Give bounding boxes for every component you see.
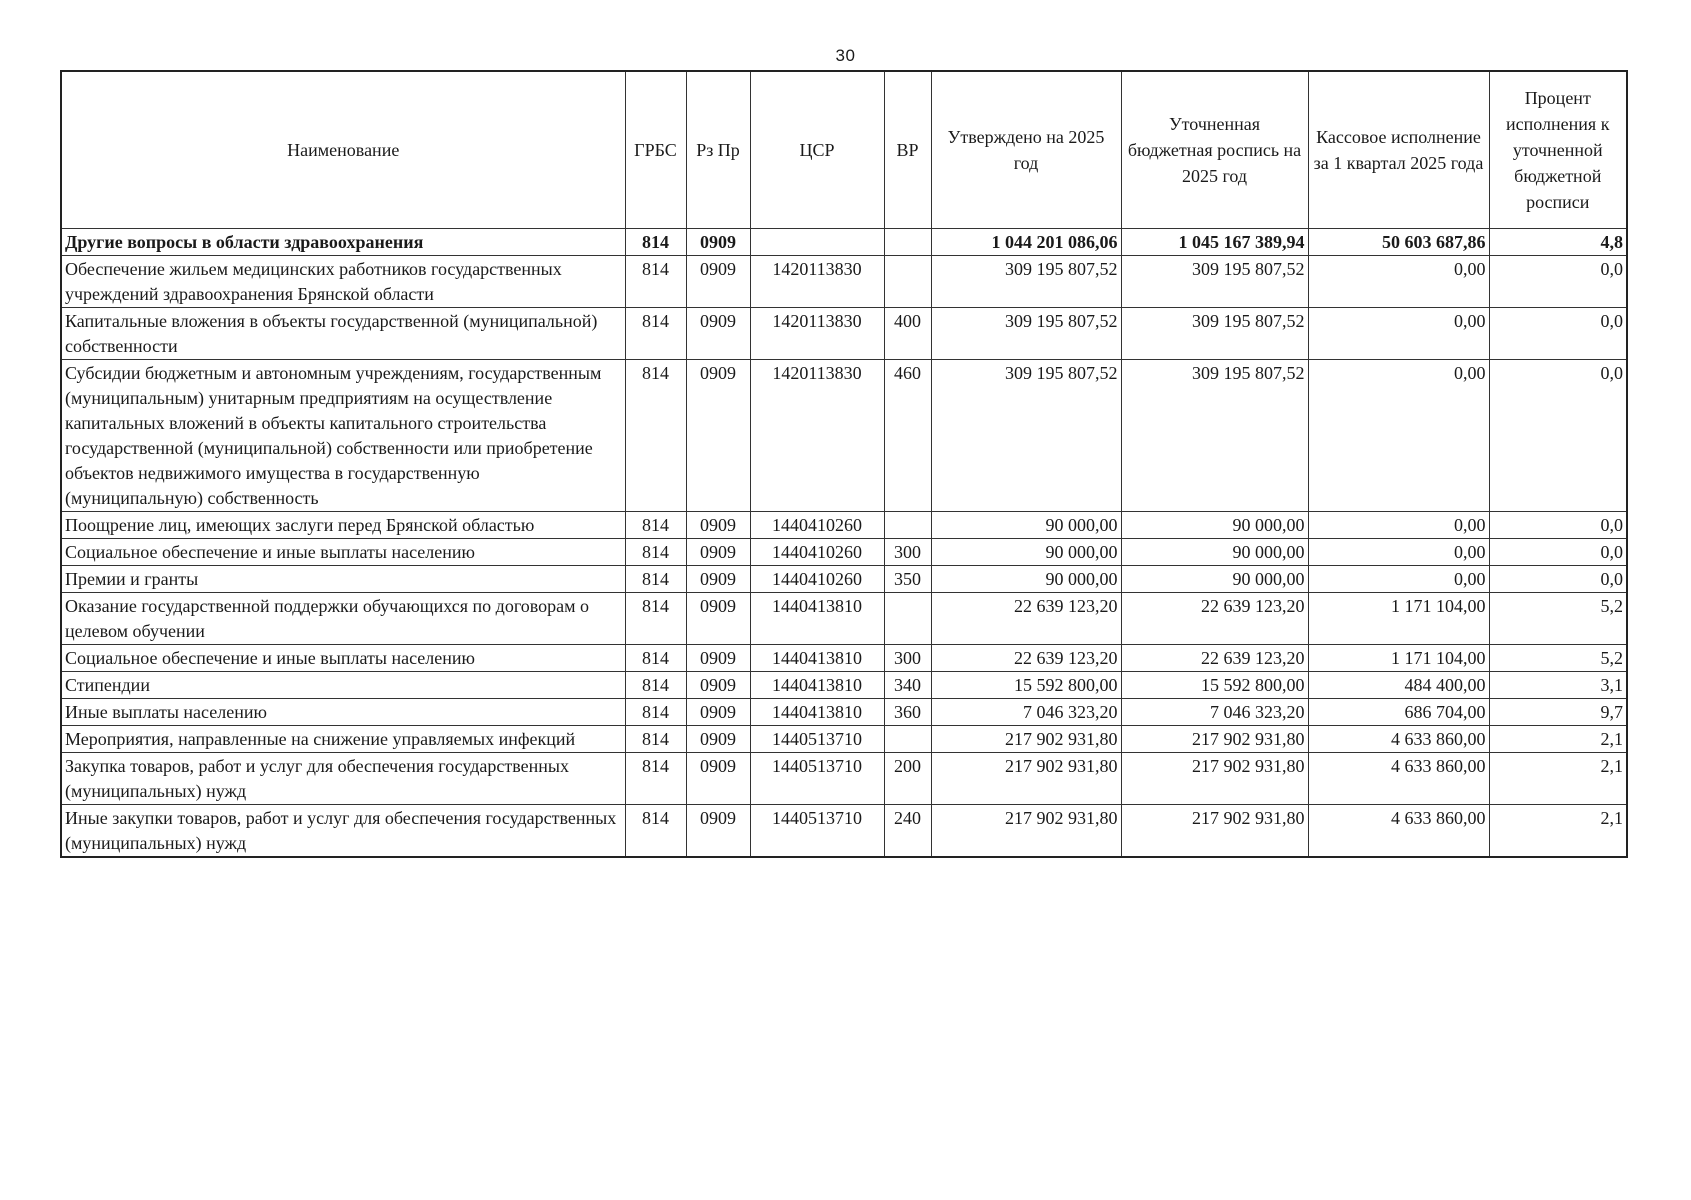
- row-cash: 484 400,00: [1308, 672, 1489, 699]
- header-csr: ЦСР: [750, 71, 884, 229]
- table-row: [61, 512, 1627, 539]
- row-percent: 2,1: [1489, 805, 1627, 858]
- row-name: Субсидии бюджетным и автономным учреждениям, государственным (муниципальным) унитарным предприятиям на осуществление капитальных вложений в объекты капитального строительства государственной (муниципальной) собственности или приобретение объектов недвижимого имущества в государственную (муниципальную) собственность: [61, 360, 625, 512]
- row-percent: 0,0: [1489, 256, 1627, 308]
- row-rzpr: 0909: [686, 360, 750, 512]
- row-percent: 0,0: [1489, 308, 1627, 360]
- row-approved: 217 902 931,80: [931, 726, 1121, 753]
- row-csr: 1440513710: [750, 805, 884, 858]
- row-name: Иные выплаты населению: [61, 699, 625, 726]
- row-vr: 350: [884, 566, 931, 593]
- table-body: [61, 229, 1627, 858]
- row-cash: 0,00: [1308, 512, 1489, 539]
- row-approved: 15 592 800,00: [931, 672, 1121, 699]
- header-row: [61, 71, 1627, 229]
- row-csr: 1420113830: [750, 360, 884, 512]
- row-percent: 5,2: [1489, 645, 1627, 672]
- row-rzpr: 0909: [686, 256, 750, 308]
- row-refined: 217 902 931,80: [1121, 805, 1308, 858]
- row-grbs: 814: [625, 256, 686, 308]
- row-grbs: 814: [625, 753, 686, 805]
- header-percent: Процент исполнения к уточненной бюджетной росписи: [1489, 71, 1627, 229]
- row-rzpr: 0909: [686, 672, 750, 699]
- row-grbs: 814: [625, 699, 686, 726]
- row-refined: 90 000,00: [1121, 566, 1308, 593]
- row-vr: [884, 229, 931, 256]
- row-rzpr: 0909: [686, 753, 750, 805]
- row-vr: [884, 256, 931, 308]
- row-rzpr: 0909: [686, 726, 750, 753]
- row-approved: 7 046 323,20: [931, 699, 1121, 726]
- row-vr: 300: [884, 539, 931, 566]
- row-cash: 1 171 104,00: [1308, 645, 1489, 672]
- row-vr: 240: [884, 805, 931, 858]
- row-refined: 22 639 123,20: [1121, 593, 1308, 645]
- row-name: Социальное обеспечение и иные выплаты населению: [61, 539, 625, 566]
- row-percent: 0,0: [1489, 360, 1627, 512]
- row-name: Иные закупки товаров, работ и услуг для обеспечения государственных (муниципальных) нужд: [61, 805, 625, 858]
- row-cash: 0,00: [1308, 539, 1489, 566]
- row-cash: 686 704,00: [1308, 699, 1489, 726]
- row-cash: 4 633 860,00: [1308, 726, 1489, 753]
- table-row: [61, 805, 1627, 858]
- row-percent: 3,1: [1489, 672, 1627, 699]
- row-name: Стипендии: [61, 672, 625, 699]
- row-rzpr: 0909: [686, 539, 750, 566]
- row-grbs: 814: [625, 805, 686, 858]
- table-row: [61, 566, 1627, 593]
- row-approved: 309 195 807,52: [931, 360, 1121, 512]
- table-row: [61, 753, 1627, 805]
- table-row: [61, 726, 1627, 753]
- row-grbs: 814: [625, 360, 686, 512]
- row-csr: 1440413810: [750, 699, 884, 726]
- row-vr: 460: [884, 360, 931, 512]
- row-name: Капитальные вложения в объекты государственной (муниципальной) собственности: [61, 308, 625, 360]
- table-header: [61, 71, 1627, 229]
- row-grbs: 814: [625, 308, 686, 360]
- row-name: Обеспечение жильем медицинских работников государственных учреждений здравоохранения Брянской области: [61, 256, 625, 308]
- row-name: Мероприятия, направленные на снижение управляемых инфекций: [61, 726, 625, 753]
- table-row: [61, 539, 1627, 566]
- row-csr: 1440410260: [750, 539, 884, 566]
- row-percent: 2,1: [1489, 753, 1627, 805]
- row-approved: 309 195 807,52: [931, 256, 1121, 308]
- table-row: [61, 699, 1627, 726]
- row-rzpr: 0909: [686, 699, 750, 726]
- header-approved: Утверждено на 2025 год: [931, 71, 1121, 229]
- row-name: Оказание государственной поддержки обучающихся по договорам о целевом обучении: [61, 593, 625, 645]
- row-approved: 217 902 931,80: [931, 753, 1121, 805]
- row-refined: 7 046 323,20: [1121, 699, 1308, 726]
- row-percent: 0,0: [1489, 539, 1627, 566]
- row-approved: 90 000,00: [931, 512, 1121, 539]
- row-cash: 4 633 860,00: [1308, 753, 1489, 805]
- row-rzpr: 0909: [686, 805, 750, 858]
- row-name: Поощрение лиц, имеющих заслуги перед Брянской областью: [61, 512, 625, 539]
- row-vr: [884, 593, 931, 645]
- row-refined: 15 592 800,00: [1121, 672, 1308, 699]
- row-rzpr: 0909: [686, 308, 750, 360]
- header-cash: Кассовое исполнение за 1 квартал 2025 года: [1308, 71, 1489, 229]
- row-csr: 1440413810: [750, 593, 884, 645]
- table-row: [61, 229, 1627, 256]
- row-percent: 9,7: [1489, 699, 1627, 726]
- row-csr: 1440410260: [750, 566, 884, 593]
- row-approved: 22 639 123,20: [931, 645, 1121, 672]
- row-vr: 340: [884, 672, 931, 699]
- row-refined: 90 000,00: [1121, 539, 1308, 566]
- row-refined: 309 195 807,52: [1121, 256, 1308, 308]
- row-refined: 309 195 807,52: [1121, 360, 1308, 512]
- row-cash: 1 171 104,00: [1308, 593, 1489, 645]
- row-cash: 0,00: [1308, 256, 1489, 308]
- row-percent: 2,1: [1489, 726, 1627, 753]
- row-csr: 1440413810: [750, 645, 884, 672]
- row-percent: 5,2: [1489, 593, 1627, 645]
- row-cash: 0,00: [1308, 308, 1489, 360]
- row-grbs: 814: [625, 512, 686, 539]
- row-csr: 1440513710: [750, 726, 884, 753]
- row-refined: 90 000,00: [1121, 512, 1308, 539]
- row-grbs: 814: [625, 539, 686, 566]
- row-approved: 217 902 931,80: [931, 805, 1121, 858]
- table-row: [61, 672, 1627, 699]
- header-vr: ВР: [884, 71, 931, 229]
- row-refined: 217 902 931,80: [1121, 753, 1308, 805]
- row-csr: 1440413810: [750, 672, 884, 699]
- header-grbs: ГРБС: [625, 71, 686, 229]
- row-approved: 90 000,00: [931, 566, 1121, 593]
- row-cash: 4 633 860,00: [1308, 805, 1489, 858]
- row-rzpr: 0909: [686, 593, 750, 645]
- row-vr: [884, 726, 931, 753]
- row-approved: 1 044 201 086,06: [931, 229, 1121, 256]
- budget-table: [60, 70, 1628, 858]
- row-csr: 1420113830: [750, 256, 884, 308]
- row-percent: 0,0: [1489, 512, 1627, 539]
- row-name: Социальное обеспечение и иные выплаты населению: [61, 645, 625, 672]
- row-rzpr: 0909: [686, 512, 750, 539]
- header-rzpr: Рз Пр: [686, 71, 750, 229]
- row-csr: 1420113830: [750, 308, 884, 360]
- row-csr: [750, 229, 884, 256]
- header-name: Наименование: [61, 71, 625, 229]
- row-vr: 360: [884, 699, 931, 726]
- table-row: [61, 256, 1627, 308]
- row-grbs: 814: [625, 229, 686, 256]
- row-cash: 50 603 687,86: [1308, 229, 1489, 256]
- row-cash: 0,00: [1308, 360, 1489, 512]
- row-refined: 217 902 931,80: [1121, 726, 1308, 753]
- row-name: Другие вопросы в области здравоохранения: [61, 229, 625, 256]
- row-name: Закупка товаров, работ и услуг для обеспечения государственных (муниципальных) нужд: [61, 753, 625, 805]
- row-approved: 90 000,00: [931, 539, 1121, 566]
- table-row: [61, 308, 1627, 360]
- row-rzpr: 0909: [686, 229, 750, 256]
- row-vr: 200: [884, 753, 931, 805]
- row-name: Премии и гранты: [61, 566, 625, 593]
- row-refined: 1 045 167 389,94: [1121, 229, 1308, 256]
- row-vr: [884, 512, 931, 539]
- row-refined: 309 195 807,52: [1121, 308, 1308, 360]
- row-approved: 22 639 123,20: [931, 593, 1121, 645]
- row-percent: 0,0: [1489, 566, 1627, 593]
- row-grbs: 814: [625, 593, 686, 645]
- table-row: [61, 360, 1627, 512]
- row-vr: 400: [884, 308, 931, 360]
- row-csr: 1440513710: [750, 753, 884, 805]
- row-vr: 300: [884, 645, 931, 672]
- row-approved: 309 195 807,52: [931, 308, 1121, 360]
- row-refined: 22 639 123,20: [1121, 645, 1308, 672]
- header-refined: Уточненная бюджетная роспись на 2025 год: [1121, 71, 1308, 229]
- table-row: [61, 593, 1627, 645]
- row-percent: 4,8: [1489, 229, 1627, 256]
- table-row: [61, 645, 1627, 672]
- row-rzpr: 0909: [686, 645, 750, 672]
- row-grbs: 814: [625, 566, 686, 593]
- row-grbs: 814: [625, 672, 686, 699]
- page-number: 30: [835, 46, 856, 65]
- row-cash: 0,00: [1308, 566, 1489, 593]
- row-rzpr: 0909: [686, 566, 750, 593]
- row-grbs: 814: [625, 726, 686, 753]
- row-csr: 1440410260: [750, 512, 884, 539]
- row-grbs: 814: [625, 645, 686, 672]
